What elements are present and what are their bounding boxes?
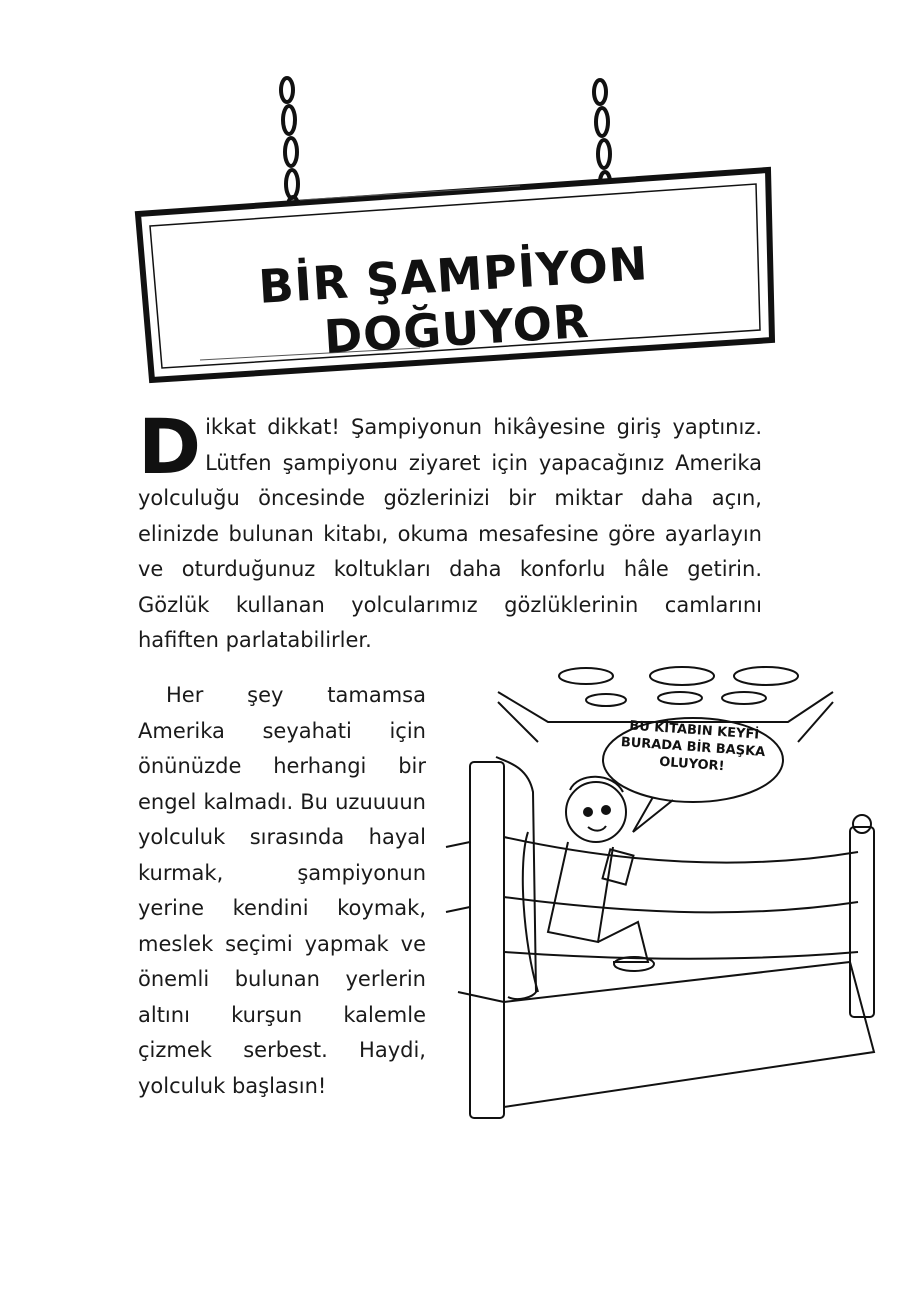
chapter-title: BİR ŞAMPİYON DOĞUYOR <box>256 236 650 365</box>
speech-bubble-text: BU KİTABIN KEYFİ BURADA BİR BAŞKA OLUYOR! <box>620 718 766 775</box>
drop-cap: D <box>138 402 202 491</box>
body-paragraph: Her şey tamamsa Amerika seyahati için önünüzde herhangi bir engel kalmadı. Bu uzuuuun yolculuk sırasında hayal kurmak, şampiyonun yerine kendini koymak, meslek seçimi yapmak ve önemli bulunan yerlerin altını kurşun kalemle çizmek serbest. Haydi, yolculuk başlasın! <box>138 683 426 1098</box>
intro-paragraph <box>138 402 762 659</box>
intro-text: ikkat dikkat! Şampiyonun hikâyesine giriş yaptınız. Lütfen şampiyonu ziyaret için yapacağınız Amerika yolculuğu öncesinde gözlerinizi bir miktar daha açın, elinizde bulunan kitabı, okuma mesafesine göre ayarlayın ve oturduğunuz koltukları daha konforlu hâle getirin. Gözlük kullanan yolcularımız gözlüklerinin camlarını hafiften parlatabilirler. <box>138 415 762 652</box>
